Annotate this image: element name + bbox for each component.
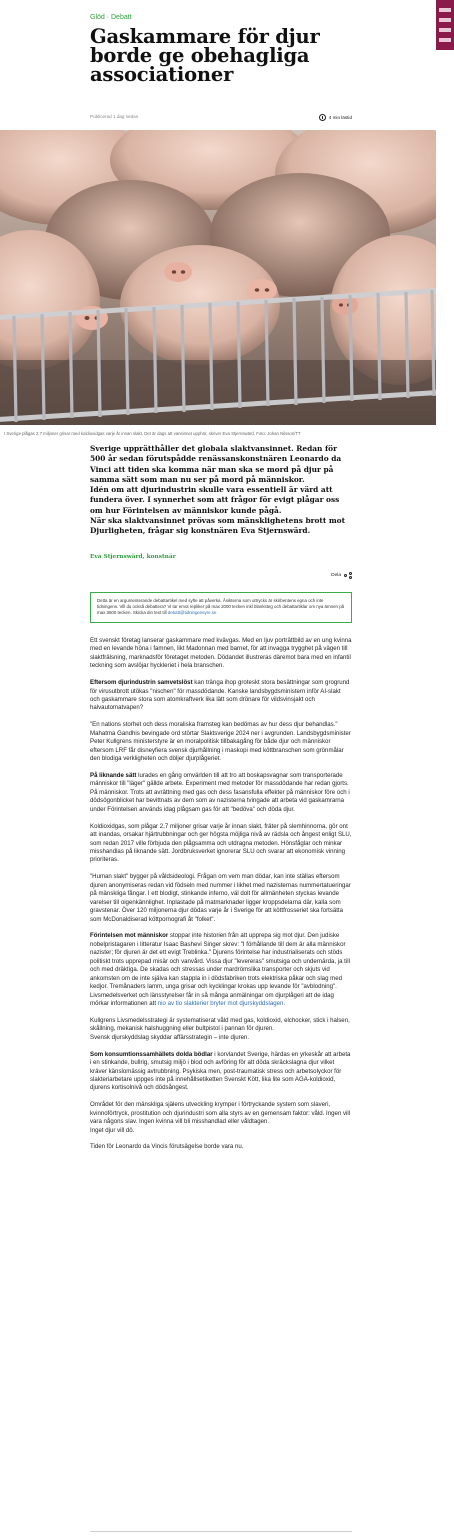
paragraph	[90, 679, 352, 713]
share-icon	[344, 572, 352, 579]
paragraph-text: lurades en gång omvärlden till att tro att boskapsvagnar som transporterade människor till "läger" gällde arbete. Experiment med metoder för massdödande har redan gjorts. På människor. Trots att avrättning med gas och dess fasansfulla effekter på människor före och i dödsögonblicket har bevittnats av dem som av nazisterna tvingade att arbeta vid gaskamrarna under Förintelsen används idag plågsam gas för att "bedöva" och döda djur.	[90, 771, 350, 813]
paragraph-lead: På liknande sätt	[90, 771, 137, 779]
divider	[90, 1531, 352, 1532]
article-text	[90, 637, 352, 1152]
inline-link[interactable]: nio av tio slakterier bryter mot djurskyddslagen	[157, 1000, 284, 1007]
paragraph-text: kan tränga ihop groteskt stora besättningar som grogrund för virusutbrott utökas "nischen" för massdödande. Kanske landsbygdsministern inför AI-slakt och gaskammare stora som atomkraftverk lika lätt som drönare för vildsvinsjakt och halvautomatvapen?	[90, 679, 350, 712]
paragraph-text: stoppar inte historien från att upprepa sig mot djur. Den judiske nobelpristagaren i litteratur Isaac Bashevi Singer skrev: "I förhållande till dem är alla människor nazister; för djuren är det ett evigt Treblinka." Djurens förintelse har industrialiserats och stöds politiskt trots upprepad misär och vanvård. Vissa djur "levereras" smutsiga och undernärda, ja till och med dräktiga. De skadas och stressas under mardrömslika transporter och skjuts vid ankomsten om de inte själva kan stappla in i dödsfabriken trots elektriska påkar och slag med kedjor. Tremånaders lamm, unga grisar och kycklingar krokas upp levande för "avblodning". Livsmedelsverket och länsstyrelser får in så många anmälningar om djurplågeri att de idag mörkar informationen att	[90, 932, 350, 1007]
paragraph: Ett svenskt företag lanserar gaskammare med kvävgas. Med en ljuv porträttbild av en ung kvinna med en levande höna i famnen, likt Madonnan med barnet, för att invagga trygghet på vägen till slaktfrälsning, marknadsför företaget metoden. Dödandet illustreras däremot bara med en infantil teckning som avslöjar hyckleriet i hela branschen.	[90, 636, 352, 670]
pigs-photo-illustration	[0, 130, 436, 425]
paragraph-text: Svensk djurskyddslag skyddar affärsstrategin – inte djuren.	[90, 1033, 250, 1041]
paragraph-text: .	[283, 1000, 286, 1007]
ingress-paragraph: Idén om att djurindustrin skulle vara essentiell är värd att fundera över. I synnerhet som att frågor för evigt plågar oss om hur Förintelsen av människor kunde pågå.	[90, 485, 340, 515]
paragraph	[90, 1051, 352, 1093]
paragraph-text: Området för den mänskliga själens utveckling krymper i förtryckande system som slaveri, kvinnoförtryck, prostitution och djurindustri som alla styrs av en gemensam faktor: våld. Ingen vill vara någons slav. Ingen kvinna vill bli misshandlad eller våldtagen.	[90, 1101, 351, 1126]
article-ingress	[90, 444, 352, 537]
paragraph	[90, 932, 352, 1008]
paragraph-lead: Eftersom djurindustrin samvetslöst	[90, 679, 193, 687]
advertisement[interactable]	[436, 0, 454, 50]
published-date: Publicerad 1 dag sedan	[90, 114, 139, 119]
debate-notice-box	[90, 592, 352, 623]
notice-email-link[interactable]: debatt@tidningensyre.se	[167, 610, 217, 616]
paragraph-text: Inget djur vill dö.	[90, 1126, 135, 1134]
section-kicker[interactable]: Glöd · Debatt	[90, 14, 132, 21]
ingress-paragraph: Sverige upprätthåller det globala slaktvansinnet. Redan för 500 år sedan förutspådde renässanskonstnären Leonardo da Vinci att tiden ska komma när man ska se mord på djur på samma sätt som man nu ser på mord på människor.	[90, 444, 342, 484]
share-label: Dela	[331, 572, 341, 578]
photo-caption: I Sverige plågas 2,7 miljoner grisar med koldioxidgas varje år innan slakt. Det är dags att vansinnet upphör, skriver Eva Stjernswärd. Foto: Johan Nilsson/TT	[4, 431, 301, 436]
paragraph	[90, 1101, 352, 1135]
publish-info	[90, 114, 352, 124]
author-byline[interactable]: Eva Stjernswärd, konstnär	[90, 553, 176, 560]
reading-time-label: 4 min lästid	[328, 115, 352, 120]
paragraph	[90, 1017, 352, 1042]
paragraph: Koldioxidgas, som plågar 2,7 miljoner grisar varje år innan slakt, fräter på slemhinnorna, gör ont att inandas, orsakar hjärtrubbningar och ger högsta möjliga nivå av rädsla och ångest enligt SLU, som redan 2017 ville förbjuda den plågsamma och utdragna metoden. Hönsfåglar och minkar misshandlas på liknande sätt. Jordbruksverket ignorerar SLU och svarar att ekonomisk vinning prioriteras.	[90, 822, 352, 864]
notice-text: Detta är en argumenterande debattartikel med syfte att påverka. Åsikterna som uttrycks är skribentens egna och inte tidningens. Vill du också debattera? Vi tar emot repliker på max 2000 tecken inkl blanksteg och debattartiklar om nya ämnen på max 3500 tecken. Skicka din text till	[97, 597, 345, 616]
paragraph-lead: Som konsumtionssamhällets dolda bödlar	[90, 1050, 213, 1058]
article-photo	[0, 130, 436, 425]
paragraph-lead: Förintelsen mot människor	[90, 932, 169, 940]
share-button[interactable]	[90, 572, 352, 579]
paragraph-text: Kullgrens Livsmedelsstrategi är systematiserat våld med gas, koldioxid, elchocker, stick i halsen, skållning, mekanisk halshuggning eller bultpistol i pannan för djuren.	[90, 1016, 350, 1033]
paragraph: "En nations storhet och dess moraliska framsteg kan bedömas av hur dess djur behandlas." Mahatma Gandhis bevingade ord störtar Slaktsverige 2024 ner i avgrunden. Landsbygdsminister Peter Kullgrens ministerstyre är en moralpolitisk tillbakagång för både djur och människor eftersom LRF får disneyfiera svensk djurhållning i maskopi med köttbranschen som grönmålar den blodiga verkligheten och döljer djurplågeriet.	[90, 721, 351, 763]
paragraph: Tiden för Leonardo da Vincis förutsägelse borde vara nu.	[90, 1143, 244, 1151]
ingress-paragraph: När ska slaktvansinnet prövas som mänsklighetens brott mot Djurligheten, frågar sig konstnären Eva Stjernswärd.	[90, 516, 345, 536]
article-body	[90, 444, 352, 1160]
paragraph: "Human slakt" bygger på våldsideologi. Frågan om vem man dödar, kan inte ställas eftersom djuren anonymiseras redan vid födseln med nummer i likhet med nazisternas nummertatueringar på mänskliga fångar. I ett blodigt, stinkande inferno, väl dolt för allmänheten styckas levande varelser till oigenkännlighet. Inplastade på matmarknader ligger kroppsdelarna där, kalla som gravstenar. Över 120 miljonerna djur dödas varje år i Sverige för att köttfrosseriet ska fortsätta som McDonaldiserad köttpornografi åt "folket".	[90, 873, 351, 923]
article-headline: Gaskammare för djur borde ge obehagliga associationer	[90, 25, 320, 86]
clock-icon	[319, 114, 326, 121]
paragraph	[90, 772, 352, 814]
paragraph-text: i korvlandet Sverige, härdas en yrkeskår att arbeta i en stinkande, bullrig, smutsig miljö i blod och avföring för att döda skräckslagna djur vilket kräver känslomässig avtrubbning. Psykiska men, post-traumatisk stress och arbetsolyckor för slakteriarbetare uppges inte på innehållsetiketten Svenskt Kött, lika lite som AGA-koldioxid, djurens kortisolnivå och dödsångest.	[90, 1050, 351, 1092]
reading-time	[319, 114, 352, 121]
